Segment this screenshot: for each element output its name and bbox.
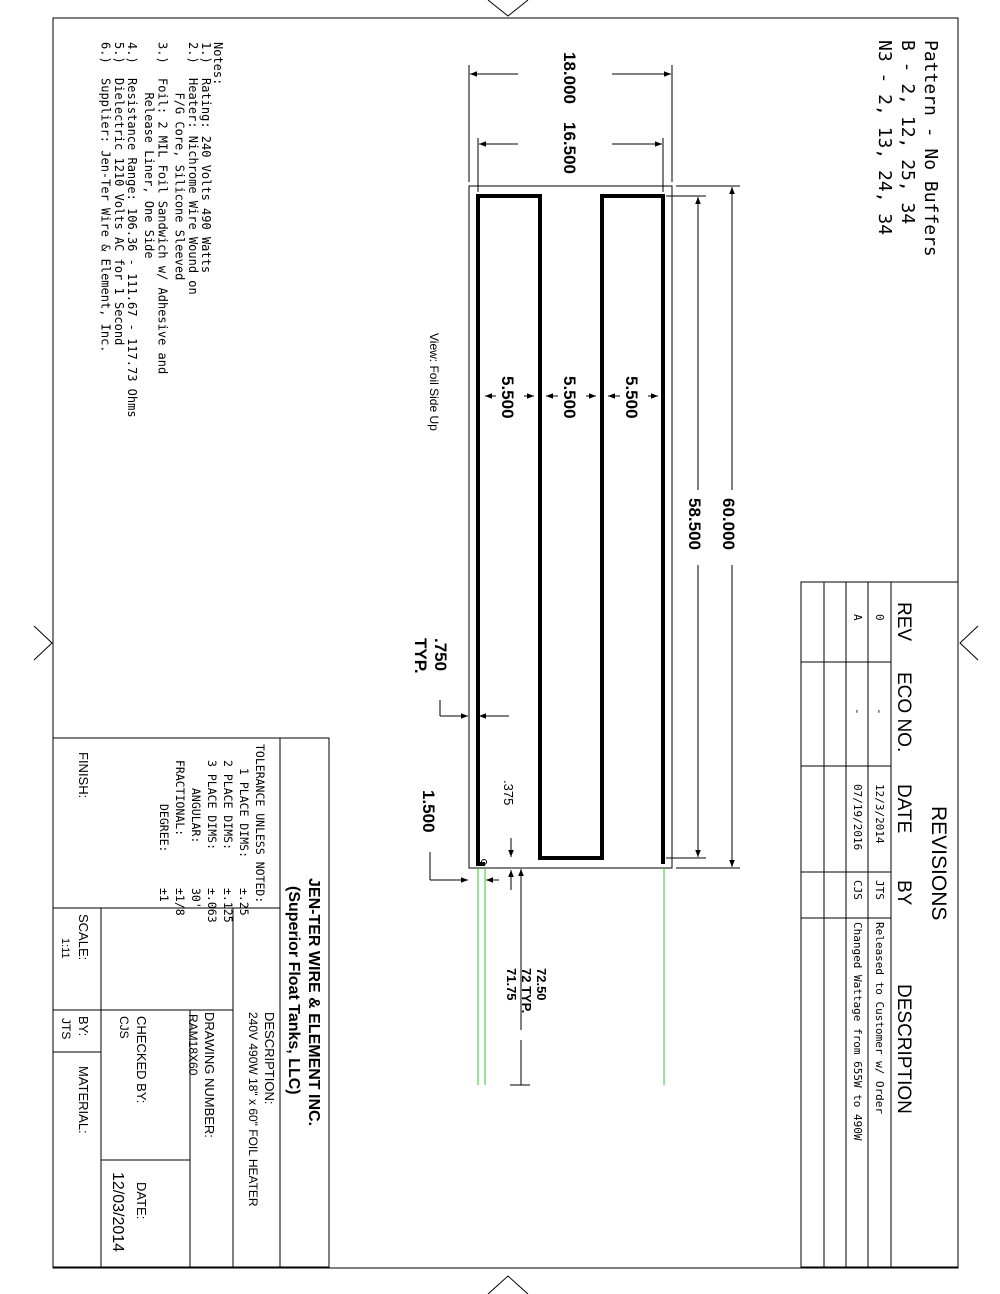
dim-58-5-label: 58.500 <box>685 498 704 550</box>
finish-label: FINISH: <box>76 752 91 799</box>
notes-block <box>99 42 225 418</box>
revisions-table <box>801 582 958 1267</box>
dim-lead-a: 72.50 <box>534 968 549 1001</box>
dim-edge-typ: TYP. <box>411 638 430 674</box>
pattern-line-b: B - 2, 12, 25, 34 <box>897 40 918 225</box>
revision-desc-cell: Released to Customer w/ Order <box>873 922 886 1115</box>
rev-header: REV <box>893 602 914 642</box>
revision-eco-cell: - <box>873 708 886 715</box>
tolerance-label: FRACTIONAL: <box>173 760 187 837</box>
note-number: 6.) <box>98 42 113 64</box>
tolerance-value: ±.125 <box>221 888 235 923</box>
description-label: DESCRIPTION: <box>262 1012 277 1105</box>
dim-spacing-2: 5.500 <box>560 376 579 419</box>
tolerance-label: 2 PLACE DIMS: <box>221 760 235 851</box>
note-text: Rating: 240 Volts 490 Watts <box>199 78 213 274</box>
note-number: 2.) <box>185 42 200 64</box>
revisions-title: REVISIONS <box>927 806 950 921</box>
heater-wire-path <box>478 196 663 864</box>
by-value: JTS <box>59 1018 73 1040</box>
pattern-title: Pattern - No Buffers <box>920 40 941 257</box>
pattern-block <box>874 40 941 257</box>
bottom-center-mark <box>488 1276 528 1294</box>
dim-lead-b: 72 TYP. <box>519 968 534 1014</box>
left-center-mark <box>34 626 52 660</box>
tolerance-label: ANGULAR: <box>189 788 203 844</box>
right-center-mark <box>960 626 978 660</box>
dim-lead-offset-label: 1.500 <box>419 790 438 833</box>
note-number: 4.) <box>125 42 139 64</box>
tolerance-label: 3 PLACE DIMS: <box>205 760 219 851</box>
drawing-number-label: DRAWING NUMBER: <box>202 1012 217 1138</box>
pattern-line-n3: N3 - 2, 13, 24, 34 <box>874 40 895 236</box>
dim-edge <box>411 638 509 716</box>
scale-label: SCALE: <box>76 914 91 961</box>
heater-outline <box>469 186 672 868</box>
drawing-number-value: RAM18X60 <box>186 1014 200 1076</box>
tolerance-label: DEGREE: <box>157 804 171 853</box>
dim-lead-gap <box>500 780 520 890</box>
revision-by-cell: CJS <box>851 880 864 900</box>
customer-name: (Superior Float Tanks, LLC) <box>285 886 302 1095</box>
by-header: BY <box>893 880 914 906</box>
note-text: Release Liner, One Side <box>142 78 157 259</box>
dim-lead-gap-label: .375 <box>501 780 516 806</box>
top-center-mark <box>488 0 528 16</box>
description-value: 240V 490W 18" x 60" FOIL HEATER <box>246 1012 260 1207</box>
note-text: Heater: Nichrome Wire Wound on <box>185 78 200 295</box>
note-text: Dielectric 1210 Volts AC for 1 Second <box>111 78 126 346</box>
note-text: Foil: 2 MIL Foil Sandwich w/ Adhesive and <box>155 78 170 375</box>
revision-date-cell: 07/19/2016 <box>851 784 864 851</box>
tolerance-heading: TOLERANCE UNLESS NOTED: <box>253 744 267 904</box>
dim-spacing-1: 5.500 <box>498 376 517 419</box>
tolerance-value: ±.063 <box>205 888 219 923</box>
dim-edge-label: .750 <box>431 638 450 672</box>
tolerance-label: 1 PLACE DIMS: <box>237 768 251 859</box>
note-number: 1.) <box>199 42 213 64</box>
dim-16-5-label: 16.500 <box>560 122 579 174</box>
title-block <box>53 738 329 1267</box>
note-text: Resistance Range: 106.36 - 111.67 - 117.73 Ohms <box>125 78 139 418</box>
revision-rev-cell: 0 <box>873 614 886 621</box>
tolerance-value: ±1/8 <box>173 888 187 916</box>
tolerance-value: 30' <box>189 888 203 909</box>
dim-18-label: 18.000 <box>560 52 579 104</box>
revision-by-cell: JTS <box>873 880 886 900</box>
eco-header: ECO NO. <box>893 672 914 753</box>
note-text: F/G Core, Silicone Sleeved <box>172 78 187 281</box>
tolerance-value: ±.25 <box>237 888 251 916</box>
revision-rev-cell: A <box>851 614 864 621</box>
dim-lead-offset <box>419 790 499 880</box>
revision-eco-cell: - <box>851 708 864 715</box>
note-number: 3.) <box>155 42 170 64</box>
dim-inner-width <box>478 122 663 192</box>
notes-heading: Notes: <box>211 42 225 86</box>
revision-desc-cell: Changed Wattage from 655W to 490W <box>851 922 864 1141</box>
tolerance-value: ±1 <box>157 888 171 902</box>
date-value: 12/03/2014 <box>109 1172 126 1253</box>
scale-value: 1:11 <box>59 938 71 959</box>
dim-spacing-3: 5.500 <box>622 376 641 419</box>
dim-spacing <box>485 376 658 419</box>
material-label: MATERIAL: <box>76 1066 91 1134</box>
dim-60-label: 60.000 <box>719 498 738 550</box>
note-number: 5.) <box>111 42 126 64</box>
description-header: DESCRIPTION <box>893 984 914 1114</box>
date-header: DATE <box>893 784 914 834</box>
by-label: BY: <box>76 1016 91 1037</box>
date-label: DATE: <box>134 1182 149 1220</box>
dim-lead-c: 71.75 <box>504 968 519 1001</box>
company-name: JEN-TER WIRE & ELEMENT INC. <box>305 878 322 1127</box>
revision-date-cell: 12/3/2014 <box>873 784 886 844</box>
view-label: View: Foil Side Up <box>427 333 441 431</box>
checked-by-label: CHECKED BY: <box>134 1016 149 1104</box>
note-text: Supplier: Jen-Ter Wire & Element, Inc. <box>98 78 113 353</box>
dim-lead-length <box>504 869 549 1085</box>
checked-by-value: CJS <box>117 1016 131 1039</box>
